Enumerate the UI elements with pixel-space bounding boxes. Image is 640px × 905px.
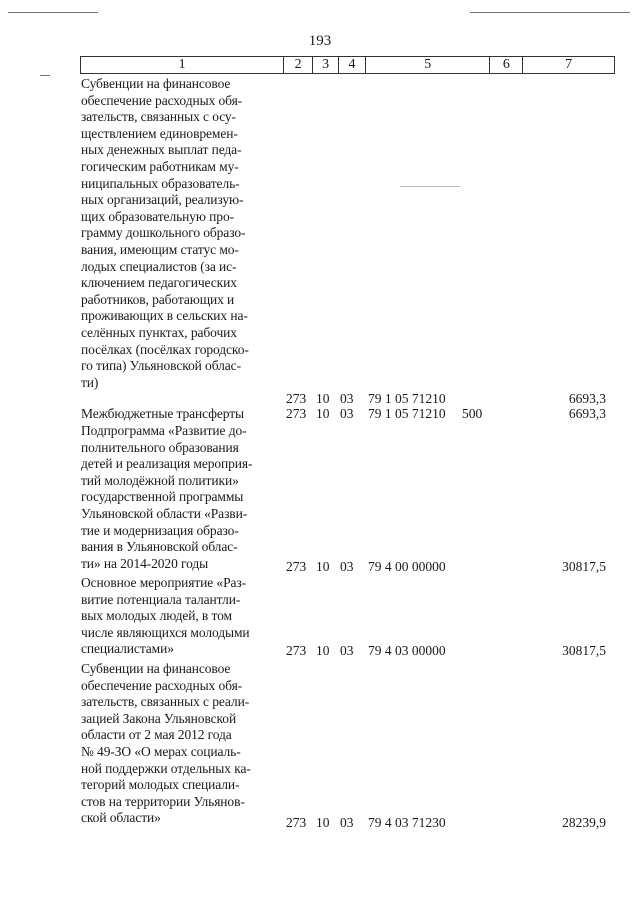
expense-type-code: 500 (462, 406, 483, 421)
subsection-code: 03 (340, 559, 354, 574)
scan-artifact (8, 12, 98, 13)
budget-item-description: Межбюджетные трансферты (81, 406, 244, 421)
subsection-code: 03 (340, 643, 354, 658)
target-article-code: 79 4 03 71230 (368, 815, 446, 830)
section-code: 10 (316, 406, 330, 421)
ministry-code: 273 (286, 406, 307, 421)
subsection-code: 03 (340, 406, 354, 421)
budget-item-description: Субвенции на финансовое обеспечение расходных обя- зательств, связанных с осу- ществлением единовремен- ных денежных выплат педа- гогическим работникам му- ниципальных образователь- ных организаций, реализую- щих образовательную про- грамму дошкольного образо- вания, имеющим статус мо- лодых специалистов (за ис- ключением педагогических работников, работающих и проживающих в сельских на- селённых пунктах, рабочих посёлках (посёлках городско- го типа) Ульяновской облас- ти) (81, 76, 249, 390)
table-row (0, 815, 640, 831)
column-header-7: 7 (565, 57, 573, 72)
budget-item-description: Основное мероприятие «Раз- витие потенциала талантли- вых молодых людей, в том числе являющихся молодыми специалистами» (81, 575, 250, 657)
column-header-6: 6 (490, 57, 523, 73)
section-code: 10 (316, 559, 330, 574)
column-header-row (80, 56, 615, 74)
table-row (0, 406, 640, 422)
column-header-4: 4 (339, 57, 366, 73)
ministry-code: 273 (286, 815, 307, 830)
column-header-1: 1 (81, 57, 284, 73)
scan-artifact (40, 75, 50, 76)
target-article-code: 79 4 03 00000 (368, 643, 446, 658)
section-code: 10 (316, 815, 330, 830)
ministry-code: 273 (286, 391, 307, 406)
subsection-code: 03 (340, 815, 354, 830)
scan-artifact (400, 186, 460, 187)
amount-value: 30817,5 (562, 559, 606, 574)
column-header-2: 2 (284, 57, 313, 73)
amount-value: 28239,9 (562, 815, 606, 830)
target-article-code: 79 1 05 71210 (368, 391, 446, 406)
ministry-code: 273 (286, 643, 307, 658)
amount-value: 6693,3 (568, 406, 606, 421)
column-header-3: 3 (313, 57, 339, 73)
table-row (0, 559, 640, 575)
amount-value: 30817,5 (562, 643, 606, 658)
section-code: 10 (316, 391, 330, 406)
section-code: 10 (316, 643, 330, 658)
scan-artifact (470, 12, 630, 13)
ministry-code: 273 (286, 559, 307, 574)
subsection-code: 03 (340, 391, 354, 406)
table-row (0, 643, 640, 659)
target-article-code: 79 4 00 00000 (368, 559, 446, 574)
budget-item-description: Подпрограмма «Развитие до- полнительного образования детей и реализация мероприя- тий молодёжной политики» государственной программы Ульяновской области «Разви- тие и модернизация образо- вания в Ульяновской облас- ти» на 2014-2020 годы (81, 423, 253, 571)
target-article-code: 79 1 05 71210 (368, 406, 446, 421)
budget-item-description: Субвенции на финансовое обеспечение расходных обя- зательств, связанных с реали- зацией Закона Ульяновской области от 2 мая 2012 года № 49-ЗО «О мерах социаль- ной поддержки отдельных ка- тегорий молодых специали- стов на территории Ульянов- ской области» (81, 661, 251, 826)
amount-value: 6693,3 (568, 391, 606, 406)
column-header-5: 5 (366, 57, 491, 73)
table-row (0, 391, 640, 407)
page-number: 193 (308, 33, 332, 49)
